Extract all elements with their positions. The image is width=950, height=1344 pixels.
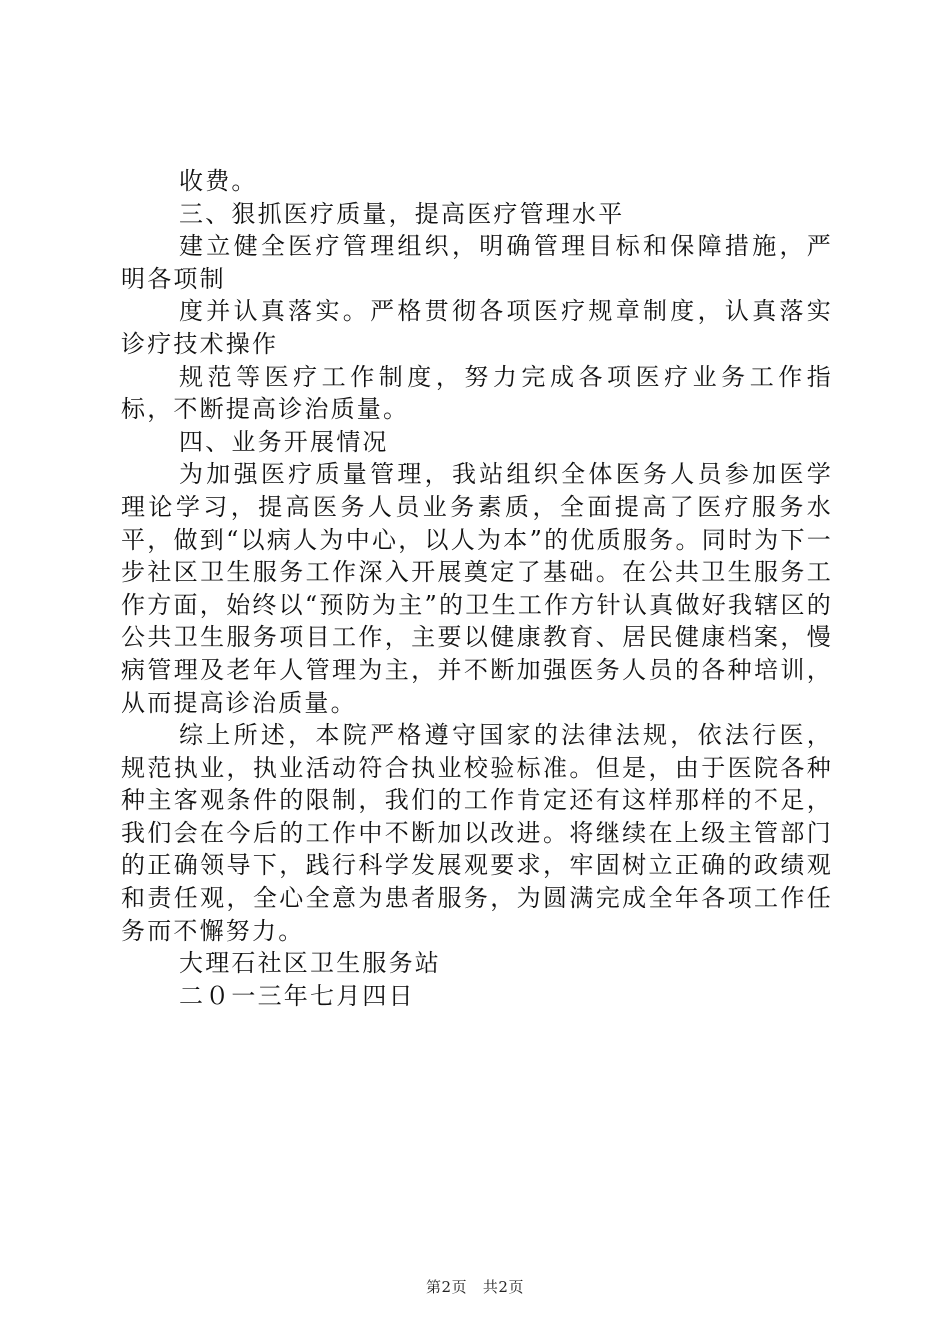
paragraph-fee-line: 收费。	[179, 167, 258, 195]
page-separator	[472, 1278, 477, 1296]
section-heading-medical-quality: 三、狠抓医疗质量，提高医疗管理水平	[179, 199, 625, 228]
page-footer	[0, 1276, 950, 1297]
section-heading-business: 四、业务开展情况	[179, 427, 389, 456]
paragraph-work-standards: 规范等医疗工作制度，努力完成各项医疗业务工作指标，不断提高诊治质量。	[121, 362, 833, 424]
signature-organization: 大理石社区卫生服务站	[179, 949, 441, 978]
paragraph-regulations: 度并认真落实。严格贯彻各项医疗规章制度，认真落实诊疗技术操作	[121, 297, 833, 358]
paragraph-business-details: 为加强医疗质量管理，我站组织全体医务人员参加医学理论学习，提高医务人员业务素质，全面提高了医疗服务水平，做到“以病人为中心，以人为本”的优质服务。同时为下一步社区卫生服务工作深入开展奠定了基础。在公共卫生服务工作方面，始终以“预防为主”的卫生工作方针认真做好我辖区的公共卫生服务项目工作，主要以健康教育、居民健康档案，慢病管理及老年人管理为主，并不断加强医务人员的各种培训，从而提高诊治质量。	[121, 460, 833, 717]
page-number: 第2页	[426, 1278, 468, 1296]
paragraph-summary: 综上所述，本院严格遵守国家的法律法规，依法行医，规范执业，执业活动符合执业校验标准。但是，由于医院各种种主客观条件的限制，我们的工作肯定还有这样那样的不足，我们会在今后的工作中不断加以改进。将继续在上级主管部门的正确领导下，践行科学发展观要求，牢固树立正确的政绩观和责任观，全心全意为患者服务，为圆满完成全年各项工作任务而不懈努力。	[121, 721, 833, 945]
page-total: 共2页	[482, 1278, 524, 1296]
document-body	[121, 165, 833, 1012]
signature-date: 二０一三年七月四日	[179, 981, 415, 1010]
paragraph-management-organization: 建立健全医疗管理组织，明确管理目标和保障措施，严明各项制	[121, 232, 833, 293]
